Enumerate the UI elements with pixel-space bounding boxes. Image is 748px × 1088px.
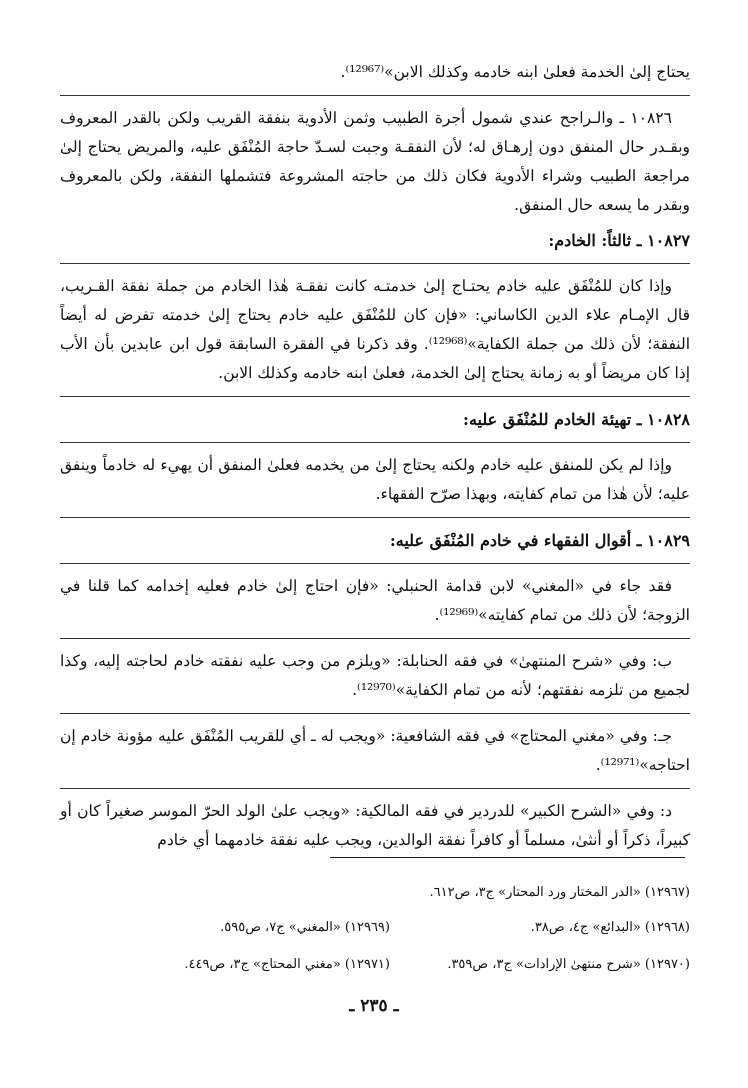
section-divider [60,517,690,518]
quote-c: جـ: وفي «مغني المحتاج» في فقه الشافعية: «ويجب له ـ أي للقريب المُنْفَق عليه مؤونة خادم إن احتاجه»⁽¹²⁹⁷¹⁾. [60,727,690,774]
heading-10828: ١٠٨٢٨ ـ تهيئة الخادم للمُنْفَق عليه: [463,410,690,429]
footnote-rule [330,857,685,858]
page-number: ـ ٢٣٥ ـ [349,996,399,1016]
footnote-12969: (١٢٩٦٩) «المغني» ج٧، ص٥٩٥. [220,920,390,935]
section-divider [60,713,690,714]
quote-b: ب: وفي «شرح المنتهىٰ» في فقه الحنابلة: «ويلزم من وجب عليه نفقته خادم لحاجته إليه، وكذا لجميع من تلزمه نفقتهم؛ لأنه من تمام الكفاية»⁽¹²⁹⁷⁰⁾. [60,652,690,699]
footnote-12971: (١٢٩٧١) «مغني المحتاج» ج٣، ص٤٤٩. [184,957,390,972]
paragraph-10828: وإذا لم يكن للمنفق عليه خادم ولكنه يحتاج إلىٰ من يخدمه فعلىٰ المنفق أن يهيء له خادماً وينفق عليه؛ لأن هٰذا من تمام كفايته، وبهذا صرّح الفقهاء. [60,456,690,503]
section-divider [60,95,690,96]
heading-10829: ١٠٨٢٩ ـ أقوال الفقهاء في خادم المُنْفَق عليه: [389,531,690,550]
footnote-row-3 [60,955,690,975]
footnote-12968: (١٢٩٦٨) «البدائع» ج٤، ص٣٨. [530,920,690,935]
paragraph-10827: وإذا كان للمُنْفَق عليه خادم يحتـاج إلىٰ خدمتـه كانت نفقـة هٰذا الخادم من جملة نفقة القـريب، قال الإمـام علاء الدين الكاساني: «فإن كان للمُنْفَق عليه خادم يحتاج إلىٰ خدمته تفرض له أيضاً النفقة؛ لأن ذلك من جملة الكفاية»⁽¹²⁹⁶⁸⁾. وقد ذكرنا في الفقرة السابقة قول ابن عابدين بأن الأب إذا كان مريضاً أو به زمانة يحتاج إلىٰ الخدمة، فعلىٰ ابنه خادمه وكذلك الابن. [60,277,690,382]
section-divider [60,396,690,397]
footnote-row-2 [60,918,690,938]
section-divider [60,263,690,264]
footnote-12967: (١٢٩٦٧) «الدر المختار ورد المحتار» ج٣، ص٦١٢. [429,885,690,900]
paragraph-10826: ١٠٨٢٦ ـ والـراجح عندي شمول أجرة الطبيب وثمن الأدوية بنفقة القريب ولكن بالقدر المعروف وبقـدر حال المنفق دون إرهـاق له؛ لأن النفقـة وجبت لسـدّ حاجة المُنْفَق عليه، والمريض يحتاج إلىٰ مراجعة الطبيب وشراء الأدوية فكان ذلك من حاجته المشروعة فتشملها النفقة، ولكن بالمعروف وبقدر ما يسعه حال المنفق. [60,109,690,214]
section-divider [60,638,690,639]
continuation-line: يحتاج إلىٰ الخدمة فعلىٰ ابنه خادمه وكذلك الابن»⁽¹²⁹⁶⁷⁾. [340,63,690,81]
section-divider [60,442,690,443]
section-divider [60,563,690,564]
footnote-12970: (١٢٩٧٠) «شرح منتهىٰ الإرادات» ج٣، ص٣٥٩. [447,957,690,972]
quote-a: فقد جاء في «المغني» لابن قدامة الحنبلي: «فإن احتاج إلىٰ خادم فعليه إخدامه كما قلنا في الزوجة؛ لأن ذلك من تمام كفايته»⁽¹²⁹⁶⁹⁾. [60,577,690,624]
heading-10827: ١٠٨٢٧ ـ ثالثاً: الخادم: [548,231,690,250]
section-divider [60,788,690,789]
quote-d: د: وفي «الشرح الكبير» للدردير في فقه المالكية: «ويجب علىٰ الولد الحرّ الموسر صغيراً كان أو كبيراً، ذكراً أو أنثىٰ، مسلماً أو كافراً نفقة الوالدين، ويجب عليه نفقة خادمهما أي خادم [60,802,690,849]
